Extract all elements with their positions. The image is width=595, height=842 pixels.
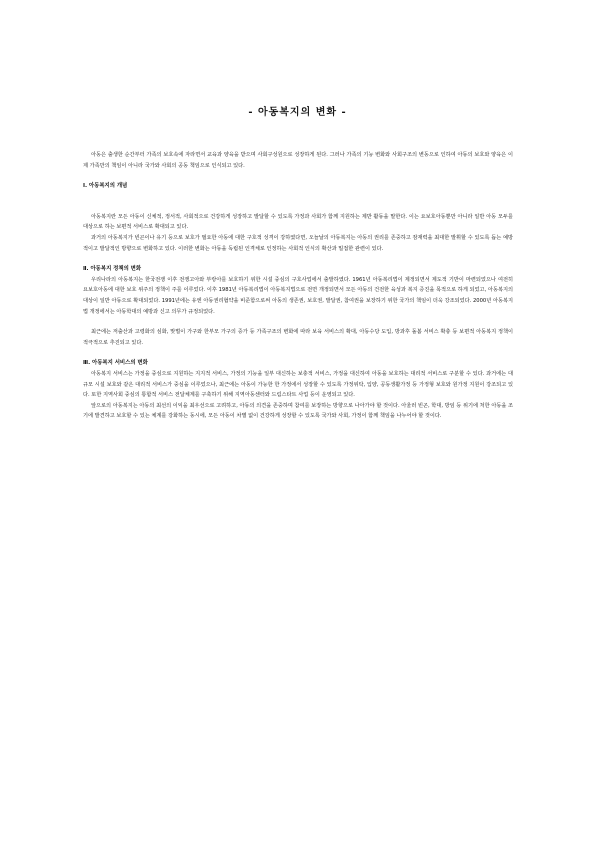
paragraph: 아동복지란 모든 아동이 신체적, 정서적, 사회적으로 건강하게 성장하고 발달할 수 있도록 가정과 사회가 함께 지원하는 제반 활동을 말한다. 이는 요보호아동뿐만 아니라 일반 아동 모두를 대상으로 하는 보편적 서비스로 확대되고 있다. bbox=[83, 213, 513, 231]
paragraph: 최근에는 저출산과 고령화의 심화, 맞벌이 가구와 한부모 가구의 증가 등 가족구조의 변화에 따라 보육 서비스의 확대, 아동수당 도입, 방과후 돌봄 서비스 확충 등 보편적 아동복지 정책이 적극적으로 추진되고 있다. bbox=[83, 329, 513, 346]
document-body bbox=[83, 150, 513, 422]
paragraph: 앞으로의 아동복지는 아동의 최선의 이익을 최우선으로 고려하고, 아동의 의견을 존중하며 참여를 보장하는 방향으로 나아가야 할 것이다. 아울러 빈곤, 학대, 방임 등 위기에 처한 아동을 조기에 발견하고 보호할 수 있는 체계를 강화하는 동시에, 모든 아동이 차별 없이 건강하게 성장할 수 있도록 국가와 사회, 가정이 함께 책임을 나누어야 할 것이다. bbox=[83, 402, 514, 420]
section-heading: Ⅲ. 아동복지 서비스의 변화 bbox=[83, 360, 148, 367]
section-heading: Ⅰ. 아동복지의 개념 bbox=[83, 183, 128, 190]
document-title: - 아동복지의 변화 - bbox=[248, 107, 347, 118]
paragraph: 우리나라의 아동복지는 한국전쟁 이후 전쟁고아와 부랑아를 보호하기 위한 시설 중심의 구호사업에서 출발하였다. 1961년 아동복리법이 제정되면서 제도적 기반이 마련되었으나 여전히 요보호아동에 대한 보호 위주의 정책이 주를 이루었다. 이후 1981년 아동복리법이 아동복지법으로 전면 개정되면서 모든 아동의 건전한 육성과 복지 증진을 목적으로 하게 되었고, 아동복지의 대상이 일반 아동으로 확대되었다. 1991년에는 유엔 아동권리협약을 비준함으로써 아동의 생존권, 보호권, 발달권, 참여권을 보장하기 위한 국가의 책임이 더욱 강조되었다. 2000년 아동복지법 개정에서는 아동학대의 예방과 신고 의무가 규정되었다. bbox=[83, 276, 513, 315]
paragraph: 과거의 아동복지가 빈곤이나 유기 등으로 보호가 필요한 아동에 대한 구호적 성격이 강하였다면, 오늘날의 아동복지는 아동의 권리를 존중하고 잠재력을 최대한 발휘할 수 있도록 돕는 예방적이고 발달적인 방향으로 변화하고 있다. 이러한 변화는 아동을 독립된 인격체로 인정하는 사회적 인식의 확산과 밀접한 관련이 있다. bbox=[83, 234, 513, 252]
section-heading: Ⅱ. 아동복지 정책의 변화 bbox=[83, 266, 142, 273]
paragraph: 아동은 출생한 순간부터 가족의 보호속에 자라면서 교육과 양육을 받으며 사회구성원으로 성장하게 된다. 그러나 가족의 기능 변화와 사회구조의 변동으로 인하여 아동의 보호와 양육은 이제 가족만의 책임이 아니라 국가와 사회의 공동 책임으로 인식되고 있다. bbox=[83, 152, 513, 169]
paragraph: 아동복지 서비스는 가정을 중심으로 지원하는 지지적 서비스, 가정의 기능을 일부 대신하는 보충적 서비스, 가정을 대신하여 아동을 보호하는 대리적 서비스로 구분할 수 있다. 과거에는 대규모 시설 보호와 같은 대리적 서비스가 중심을 이루었으나, 최근에는 아동이 가능한 한 가정에서 성장할 수 있도록 가정위탁, 입양, 공동생활가정 등 가정형 보호와 원가정 지원이 강조되고 있다. 또한 지역사회 중심의 통합적 서비스 전달체계를 구축하기 위해 지역아동센터와 드림스타트 사업 등이 운영되고 있다. bbox=[83, 370, 513, 399]
